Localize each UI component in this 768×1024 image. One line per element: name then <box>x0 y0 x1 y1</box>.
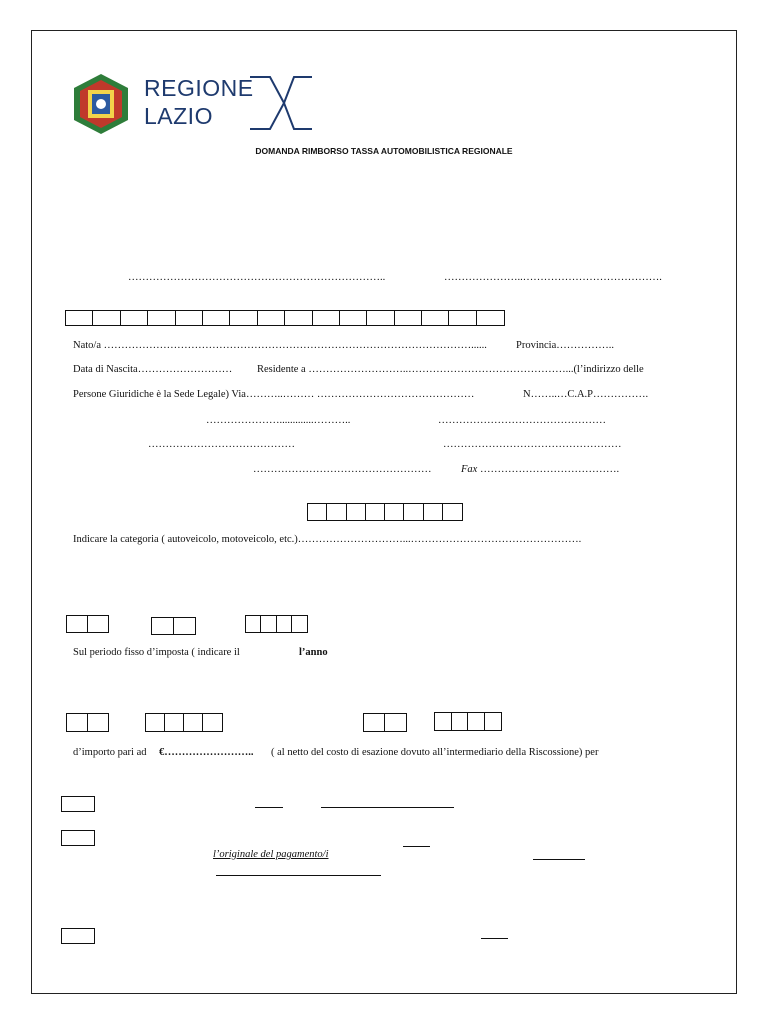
char-box[interactable] <box>165 714 184 731</box>
document-title: DOMANDA RIMBORSO TASSA AUTOMOBILISTICA REGIONALE <box>255 146 513 156</box>
char-box[interactable] <box>443 504 462 520</box>
residente-line[interactable]: Residente a ………………………..………………………………………...(l’indirizzo delle <box>257 364 644 375</box>
char-box[interactable] <box>184 714 203 731</box>
char-box[interactable] <box>93 311 120 325</box>
data-nascita-line[interactable]: Data di Nascita……………………… <box>73 364 233 375</box>
provincia-line[interactable]: Provincia…………….. <box>516 340 614 351</box>
char-box[interactable] <box>422 311 449 325</box>
char-box[interactable] <box>66 311 93 325</box>
importo-euro-field[interactable]: €…………………….. <box>159 747 254 758</box>
char-box[interactable] <box>67 714 88 731</box>
char-box[interactable] <box>152 618 174 634</box>
importo-suffix: ( al netto del costo di esazione dovuto all’intermediario della Riscossione) per <box>271 747 599 758</box>
dotted-field-6[interactable]: …………………………………………… <box>443 439 622 450</box>
char-box[interactable] <box>292 616 307 632</box>
char-box[interactable] <box>367 311 394 325</box>
char-box[interactable] <box>435 713 452 730</box>
char-box[interactable] <box>385 504 404 520</box>
char-box[interactable] <box>404 504 423 520</box>
day-boxes-3[interactable] <box>363 713 407 732</box>
char-box[interactable] <box>203 714 222 731</box>
underline-field-2[interactable] <box>321 807 454 808</box>
coat-of-arms-icon <box>70 72 132 136</box>
dotted-field-1[interactable]: ……………………………………………………………….. <box>128 272 386 283</box>
char-box[interactable] <box>477 311 504 325</box>
char-box[interactable] <box>88 616 109 632</box>
checkbox-option-3[interactable] <box>61 928 95 944</box>
underline-field-5[interactable] <box>216 875 381 876</box>
underline-field-3[interactable] <box>403 846 430 847</box>
char-box[interactable] <box>424 504 443 520</box>
logo-line-2: LAZIO <box>144 103 213 129</box>
year-boxes-3[interactable] <box>434 712 502 731</box>
char-box[interactable] <box>452 713 469 730</box>
underline-field-1[interactable] <box>255 807 283 808</box>
char-box[interactable] <box>176 311 203 325</box>
fiscal-code-boxes[interactable] <box>65 310 505 326</box>
char-box[interactable] <box>285 311 312 325</box>
underline-field-4[interactable] <box>533 859 585 860</box>
cap-line[interactable]: N……..…C.A.P……………. <box>523 389 649 400</box>
year-boxes-2[interactable] <box>145 713 223 732</box>
char-box[interactable] <box>347 504 366 520</box>
char-box[interactable] <box>449 311 476 325</box>
fax-label: Fax <box>461 464 478 475</box>
periodo-line: Sul periodo fisso d’imposta ( indicare il <box>73 647 240 658</box>
char-box[interactable] <box>203 311 230 325</box>
dotted-field-3[interactable]: ………………….............……….. <box>206 415 351 426</box>
char-box[interactable] <box>246 616 261 632</box>
char-box[interactable] <box>485 713 502 730</box>
logo-chevron-lines <box>250 74 312 132</box>
nato-line[interactable]: Nato/a ……………………………………………………………………………………………...... <box>73 340 487 351</box>
month-boxes-1[interactable] <box>151 617 196 635</box>
dotted-field-5[interactable]: …………………………………… <box>148 439 295 450</box>
importo-prefix: d’importo pari ad <box>73 747 147 758</box>
day-boxes-2[interactable] <box>66 713 109 732</box>
char-box[interactable] <box>174 618 196 634</box>
char-box[interactable] <box>277 616 292 632</box>
checkbox-option-1[interactable] <box>61 796 95 812</box>
char-box[interactable] <box>340 311 367 325</box>
char-box[interactable] <box>366 504 385 520</box>
char-box[interactable] <box>308 504 327 520</box>
char-box[interactable] <box>88 714 109 731</box>
day-boxes-1[interactable] <box>66 615 109 633</box>
char-box[interactable] <box>395 311 422 325</box>
char-box[interactable] <box>121 311 148 325</box>
fax-field[interactable]: …………………………………. <box>480 464 620 475</box>
char-box[interactable] <box>313 311 340 325</box>
dotted-field-2[interactable]: …………………..…………………………………. <box>444 272 662 283</box>
categoria-line[interactable]: Indicare la categoria ( autoveicolo, motoveicolo, etc.)…………………………...…………………………………………. <box>73 534 582 545</box>
char-box[interactable] <box>385 714 406 731</box>
regione-lazio-logo <box>70 72 315 136</box>
char-box[interactable] <box>468 713 485 730</box>
char-box[interactable] <box>261 616 276 632</box>
char-box[interactable] <box>364 714 385 731</box>
plate-boxes[interactable] <box>307 503 463 521</box>
dotted-field-4[interactable]: ………………………………………… <box>438 415 606 426</box>
persone-giuridiche-line[interactable]: Persone Giuridiche è la Sede Legale) Via………..……… ……………………………………… <box>73 389 475 400</box>
char-box[interactable] <box>146 714 165 731</box>
char-box[interactable] <box>258 311 285 325</box>
anno-label: l’anno <box>299 647 328 658</box>
dotted-field-7[interactable]: …………………………………………… <box>253 464 432 475</box>
char-box[interactable] <box>230 311 257 325</box>
underline-field-6[interactable] <box>481 938 508 939</box>
char-box[interactable] <box>67 616 88 632</box>
originale-label: l’originale del pagamento/i <box>213 849 329 860</box>
char-box[interactable] <box>148 311 175 325</box>
char-box[interactable] <box>327 504 346 520</box>
checkbox-option-2[interactable] <box>61 830 95 846</box>
logo-line-1: REGIONE <box>144 75 254 101</box>
year-boxes-1[interactable] <box>245 615 308 633</box>
